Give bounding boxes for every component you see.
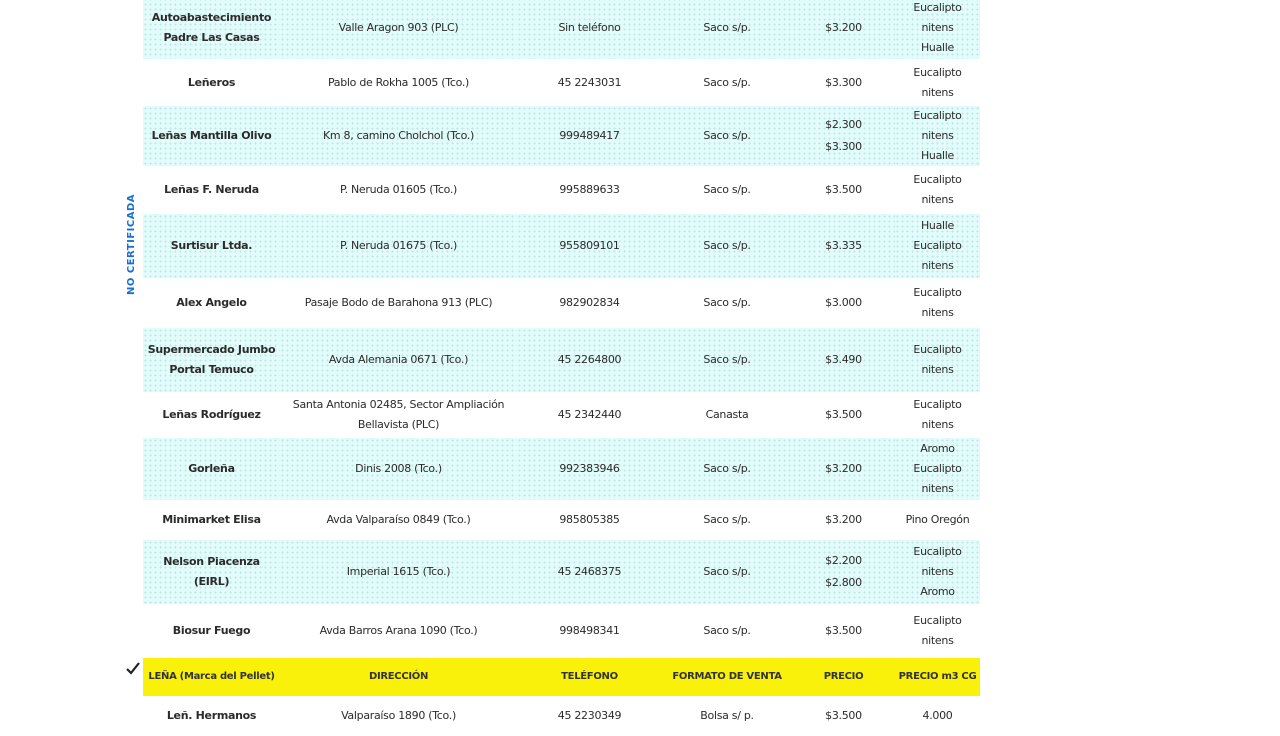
vendor-address: Dinis 2008 (Tco.): [280, 438, 517, 500]
price-cell: [792, 59, 895, 106]
vendor-address: Avda Barros Arana 1090 (Tco.): [280, 604, 517, 658]
wood-type: nitens: [921, 129, 954, 142]
vendor-phone: 45 2468375: [517, 540, 662, 604]
sale-format: Saco s/p.: [662, 540, 792, 604]
vendor-name: Supermercado Jumbo Portal Temuco: [143, 328, 280, 392]
wood-type: nitens: [921, 193, 954, 206]
wood-type: Eucalipto: [913, 173, 962, 186]
wood-type: nitens: [921, 363, 954, 376]
price-value: $3.300: [825, 140, 862, 153]
price-cell: [792, 0, 895, 59]
vendor-name: Leñas Mantilla Olivo: [143, 106, 280, 166]
vendor-address: Pablo de Rokha 1005 (Tco.): [280, 59, 517, 106]
wood-type: nitens: [921, 418, 954, 431]
price-value: $2.300: [825, 118, 862, 131]
vendor-name: Gorleña: [143, 438, 280, 500]
vendor-name: Leñas F. Neruda: [143, 166, 280, 214]
price-value: $3.200: [825, 462, 862, 475]
sale-format: Saco s/p.: [662, 438, 792, 500]
vendor-phone: 955809101: [517, 214, 662, 278]
header-price: PRECIO: [792, 658, 895, 696]
wood-type: nitens: [921, 634, 954, 647]
vendor-address: P. Neruda 01605 (Tco.): [280, 166, 517, 214]
vendor-phone: 999489417: [517, 106, 662, 166]
wood-type: nitens: [921, 482, 954, 495]
vendor-name: Alex Angelo: [143, 278, 280, 328]
vendor-address: Imperial 1615 (Tco.): [280, 540, 517, 604]
table-row: [143, 604, 980, 658]
vendor-phone: 45 2243031: [517, 59, 662, 106]
price-value: $3.500: [825, 183, 862, 196]
price-cell: [792, 278, 895, 328]
price-cell: [792, 604, 895, 658]
price-value: $3.490: [825, 353, 862, 366]
price-value: $3.300: [825, 75, 862, 89]
price-value: $3.000: [825, 296, 862, 309]
price-cell: $3.500: [792, 696, 895, 736]
table-row: [143, 328, 980, 392]
vendor-name: Autoabastecimiento Padre Las Casas: [143, 0, 280, 59]
vendor-address: Valle Aragon 903 (PLC): [280, 0, 517, 59]
price-value: $3.500: [825, 408, 862, 421]
table-row: [143, 540, 980, 604]
wood-type: Eucalipto: [913, 462, 962, 475]
wood-type: nitens: [921, 259, 954, 272]
wood-type: Aromo: [920, 585, 955, 598]
vendor-phone: 45 2342440: [517, 392, 662, 438]
sale-format: Saco s/p.: [662, 604, 792, 658]
table-row: [143, 0, 980, 59]
sale-format: Saco s/p.: [662, 59, 792, 106]
wood-type: Eucalipto: [913, 109, 962, 122]
wood-type-cell: [895, 540, 980, 604]
vendor-name: Leñeros: [143, 59, 280, 106]
sale-format: Saco s/p.: [662, 214, 792, 278]
sale-format: Saco s/p.: [662, 328, 792, 392]
wood-type-cell: [895, 214, 980, 278]
vendor-name: Leñas Rodríguez: [143, 392, 280, 438]
vendor-phone: 985805385: [517, 500, 662, 540]
vendors-table: [143, 0, 980, 736]
header-format: FORMATO DE VENTA: [662, 658, 792, 696]
vendor-address: Avda Valparaíso 0849 (Tco.): [280, 500, 517, 540]
wood-type: Aromo: [920, 442, 955, 455]
price-value: $2.200: [825, 554, 862, 567]
sale-format: Saco s/p.: [662, 106, 792, 166]
price-value: $3.500: [825, 624, 862, 637]
wood-type-cell: 4.000: [895, 696, 980, 736]
table-row: [143, 106, 980, 166]
wood-type: Eucalipto: [913, 1, 962, 14]
header-address: DIRECCIÓN: [280, 658, 517, 696]
wood-type-cell: [895, 328, 980, 392]
price-cell: [792, 438, 895, 500]
sale-format: Canasta: [662, 392, 792, 438]
vendor-name: Nelson Piacenza (EIRL): [143, 540, 280, 604]
price-cell: [792, 214, 895, 278]
table-row: [143, 392, 980, 438]
header-type: PRECIO m3 CG: [895, 658, 980, 696]
price-value: $3.200: [825, 513, 862, 526]
vendor-address: Valparaíso 1890 (Tco.): [280, 696, 517, 736]
price-cell: [792, 540, 895, 604]
vendor-name: Leñ. Hermanos: [143, 696, 280, 736]
price-value: $3.335: [825, 239, 862, 252]
vendor-phone: 998498341: [517, 604, 662, 658]
wood-type: Hualle: [920, 41, 955, 54]
wood-type: nitens: [921, 565, 954, 578]
table-row: [143, 500, 980, 540]
vendor-name: Minimarket Elisa: [143, 500, 280, 540]
vendor-phone: 45 2264800: [517, 328, 662, 392]
table-row: [143, 278, 980, 328]
sale-format: Bolsa s/ p.: [662, 696, 792, 736]
wood-type: Eucalipto: [913, 286, 962, 299]
wood-type: Eucalipto: [913, 545, 962, 558]
sale-format: Saco s/p.: [662, 278, 792, 328]
wood-type: Eucalipto: [913, 398, 962, 411]
wood-type-cell: [895, 392, 980, 438]
wood-type: nitens: [921, 85, 954, 99]
wood-type-cell: [895, 59, 980, 106]
wood-type: Eucalipto: [913, 239, 962, 252]
wood-type: Hualle: [920, 149, 955, 162]
wood-type: Hualle: [920, 219, 955, 232]
wood-type: Eucalipto: [913, 614, 962, 627]
wood-type: Pino Oregón: [905, 513, 970, 526]
vendor-phone: 995889633: [517, 166, 662, 214]
header-phone: TELÉFONO: [517, 658, 662, 696]
wood-type-cell: [895, 278, 980, 328]
vendor-address: Santa Antonia 02485, Sector Ampliación Bellavista (PLC): [280, 392, 517, 438]
wood-type: Eucalipto: [913, 65, 962, 79]
table-row: [143, 166, 980, 214]
table-row: [143, 438, 980, 500]
wood-type: Eucalipto: [913, 343, 962, 356]
vendor-name: Surtisur Ltda.: [143, 214, 280, 278]
vendor-address: Avda Alemania 0671 (Tco.): [280, 328, 517, 392]
vendor-address: Pasaje Bodo de Barahona 913 (PLC): [280, 278, 517, 328]
price-value: $2.800: [825, 576, 862, 589]
section-label: NO CERTIFICADA: [126, 194, 137, 296]
table-row: [143, 214, 980, 278]
price-cell: [792, 392, 895, 438]
wood-type-cell: [895, 166, 980, 214]
wood-type: nitens: [921, 306, 954, 319]
price-cell: [792, 106, 895, 166]
table-row: [143, 59, 980, 106]
vendor-name: Biosur Fuego: [143, 604, 280, 658]
price-cell: [792, 166, 895, 214]
price-cell: [792, 328, 895, 392]
wood-type-cell: [895, 604, 980, 658]
vendor-phone: 992383946: [517, 438, 662, 500]
sale-format: Saco s/p.: [662, 500, 792, 540]
vendor-phone: Sin teléfono: [517, 0, 662, 59]
vendor-phone: 982902834: [517, 278, 662, 328]
price-cell: [792, 500, 895, 540]
header-name: LEÑA (Marca del Pellet): [143, 658, 280, 696]
checkmark-icon: [125, 660, 141, 676]
table-row: [143, 696, 980, 736]
sale-format: Saco s/p.: [662, 0, 792, 59]
table-header-row: [143, 658, 980, 696]
vendor-phone: 45 2230349: [517, 696, 662, 736]
wood-type-cell: [895, 106, 980, 166]
vendor-address: Km 8, camino Cholchol (Tco.): [280, 106, 517, 166]
sale-format: Saco s/p.: [662, 166, 792, 214]
price-value: $3.200: [825, 21, 862, 34]
wood-type: nitens: [921, 21, 954, 34]
vendor-address: P. Neruda 01675 (Tco.): [280, 214, 517, 278]
wood-type-cell: [895, 0, 980, 59]
wood-type-cell: [895, 500, 980, 540]
wood-type-cell: [895, 438, 980, 500]
